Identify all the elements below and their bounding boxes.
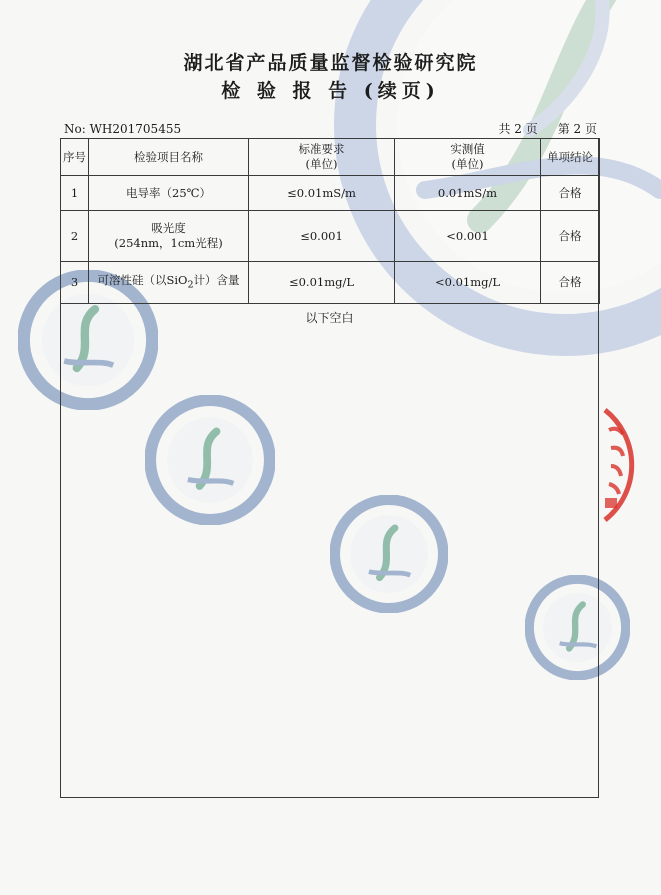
- cell-item-post: 计）含量: [193, 272, 240, 287]
- table-row: [61, 211, 600, 262]
- red-seal-stamp: [575, 400, 661, 530]
- page-indicator: [478, 120, 597, 137]
- cell-result: 合格: [541, 262, 600, 304]
- header-standard-label: 标准要求: [298, 142, 345, 156]
- cell-item-pre: 可溶性硅（以SiO: [97, 272, 188, 287]
- cell-measured: <0.01mg/L: [395, 262, 541, 304]
- header-standard: [249, 139, 395, 176]
- cell-item: [89, 211, 249, 262]
- table-header-row: [61, 139, 600, 176]
- cell-seq: 3: [61, 262, 89, 304]
- cell-seq: 1: [61, 176, 89, 211]
- header-result: 单项结论: [541, 139, 600, 176]
- cell-item: [89, 262, 249, 304]
- total-pages: 共 2 页: [498, 122, 538, 136]
- institute-name: 湖北省产品质量监督检验研究院: [183, 52, 478, 74]
- cell-item-line1: 吸光度: [151, 221, 186, 235]
- cell-result: 合格: [541, 211, 600, 262]
- document-title: 检 验 报 告 (续页): [221, 80, 440, 102]
- header-measured: [395, 139, 541, 176]
- header-measured-label: 实测值: [450, 142, 485, 156]
- header-measured-unit: (单位): [451, 157, 484, 171]
- header-seq: 序号: [61, 139, 89, 176]
- inspection-table: [60, 138, 600, 304]
- current-page: 第 2 页: [557, 122, 597, 136]
- cell-item-subscript: 2: [187, 279, 194, 291]
- table-row: [61, 176, 600, 211]
- cell-seq: 2: [61, 211, 89, 262]
- cell-standard: ≤0.01mg/L: [249, 262, 395, 304]
- header-item: 检验项目名称: [89, 139, 249, 176]
- blank-below-note: 以下空白: [305, 311, 354, 325]
- cell-measured: 0.01mS/m: [395, 176, 541, 211]
- cell-item-line2: (254nm，1cm光程): [114, 236, 223, 250]
- cell-standard: ≤0.001: [249, 211, 395, 262]
- header-standard-unit: (单位): [305, 157, 338, 171]
- cell-standard: ≤0.01mS/m: [249, 176, 395, 211]
- cell-item: 电导率（25℃）: [89, 176, 249, 211]
- cell-measured: <0.001: [395, 211, 541, 262]
- table-row: [61, 262, 600, 304]
- report-number: No: WH201705455: [64, 122, 182, 136]
- cell-result: 合格: [541, 176, 600, 211]
